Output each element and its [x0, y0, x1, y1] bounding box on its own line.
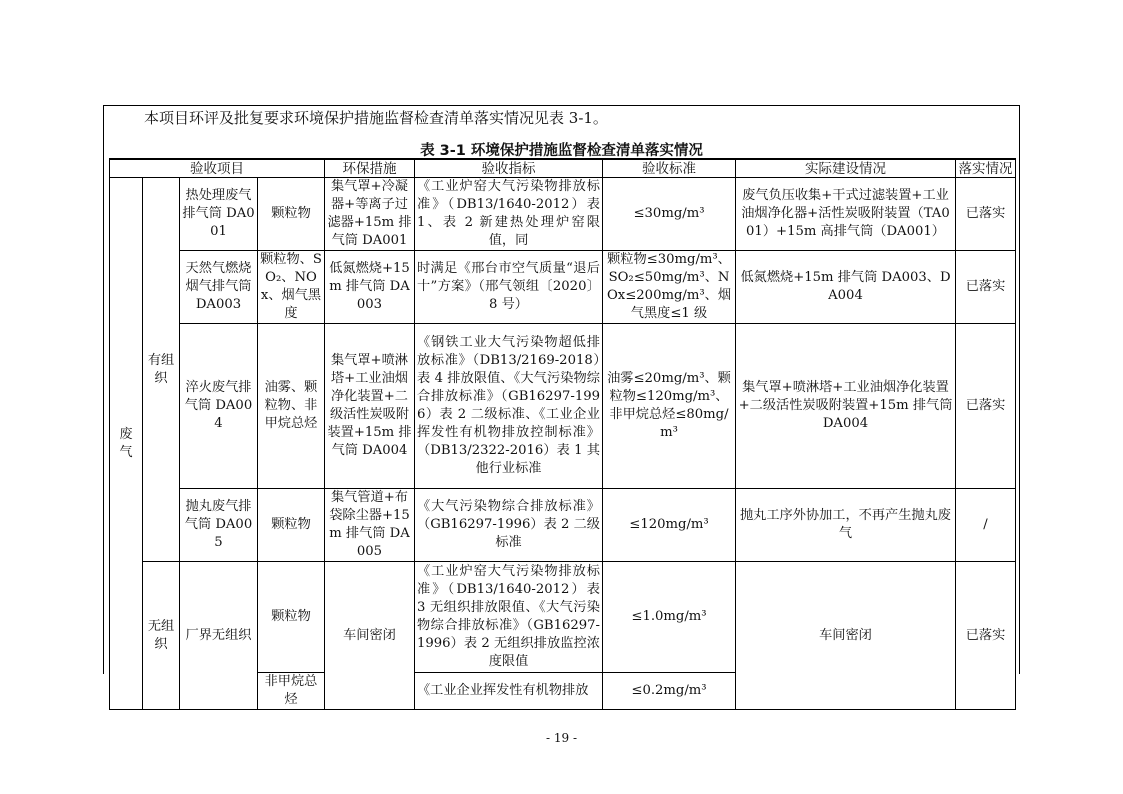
- header-indicator: 验收指标: [415, 159, 603, 178]
- standard-cell: ≤1.0mg/m³: [603, 562, 736, 673]
- table-row: [110, 178, 1016, 251]
- indicator-cell: 《工业企业挥发性有机物排放: [415, 673, 603, 710]
- measure-cell: 集气罩+冷凝器+等离子过滤器+15m 排气筒 DA001: [325, 178, 415, 251]
- actual-cell: 集气罩+喷淋塔+工业油烟净化装置+二级活性炭吸附装置+15m 排气筒 DA004: [736, 324, 956, 489]
- indicator-cell: 《钢铁工业大气污染物超低排放标准》（DB13/2169-2018）表 4 排放限值、《大气污染物综合排放标准》（GB16297-1996）表 2 二级标准、《工业企业挥发性有机物排放控制标准》（DB13/2322-2016）表 1 其他行业标准: [415, 324, 603, 489]
- header-status: 落实情况: [956, 159, 1016, 178]
- measure-cell: 低氮燃烧+15m 排气筒 DA003: [325, 251, 415, 324]
- page-number: - 19 -: [545, 731, 577, 745]
- group-organized: 有组 织: [143, 178, 180, 562]
- status-cell: 已落实: [956, 178, 1016, 251]
- pollutant-cell: 油雾、颗粒物、非甲烷总烃: [258, 324, 325, 489]
- pollutant-cell: 颗粒物: [258, 178, 325, 251]
- header-item: 验收项目: [110, 159, 325, 178]
- pollutant-cell: 颗粒物: [258, 489, 325, 562]
- indicator-cell: 《工业炉窑大气污染物排放标准》（DB13/1640-2012）表 1、表 2 新建热处理炉窑限值，同: [415, 178, 603, 251]
- status-cell: 已落实: [956, 324, 1016, 489]
- indicator-cell: 《工业炉窑大气污染物排放标准》（DB13/1640-2012）表 3 无组织排放限值、《大气污染物综合排放标准》（GB16297-1996）表 2 无组织排放监控浓度限值: [415, 562, 603, 673]
- header-actual: 实际建设情况: [736, 159, 956, 178]
- table-row: [110, 324, 1016, 489]
- standard-cell: 颗粒物≤30mg/m³、SO₂≤50mg/m³、NOx≤200mg/m³、烟气黑度≤1 级: [603, 251, 736, 324]
- actual-cell: 抛丸工序外协加工，不再产生抛丸废气: [736, 489, 956, 562]
- actual-cell: 低氮燃烧+15m 排气筒 DA003、DA004: [736, 251, 956, 324]
- indicator-cell: 《大气污染物综合排放标准》（GB16297-1996）表 2 二级标准: [415, 489, 603, 562]
- status-cell: /: [956, 489, 1016, 562]
- standard-cell: ≤120mg/m³: [603, 489, 736, 562]
- actual-cell: 车间密闭: [736, 562, 956, 710]
- measure-cell: 集气管道+布袋除尘器+15m 排气筒 DA005: [325, 489, 415, 562]
- standard-cell: ≤30mg/m³: [603, 178, 736, 251]
- table-caption: 表 3-1 环境保护措施监督检查清单落实情况: [420, 143, 703, 159]
- standard-cell: 油雾≤20mg/m³、颗粒物≤120mg/m³、非甲烷总烃≤80mg/m³: [603, 324, 736, 489]
- standard-cell: ≤0.2mg/m³: [603, 673, 736, 710]
- document-frame: [103, 105, 1020, 707]
- table-header-row: [110, 159, 1016, 178]
- source-cell: 热处理废气排气筒 DA001: [180, 178, 258, 251]
- pollutant-cell: 非甲烷总烃: [258, 673, 325, 710]
- header-standard: 验收标准: [603, 159, 736, 178]
- source-cell: 厂界无组织: [180, 562, 258, 710]
- measure-cell: 车间密闭: [325, 562, 415, 710]
- measure-cell: 集气罩+喷淋塔+工业油烟净化装置+二级活性炭吸附装置+15m 排气筒 DA004: [325, 324, 415, 489]
- indicator-cell: 时满足《邢台市空气质量“退后十”方案》（邢气领组〔2020〕8 号）: [415, 251, 603, 324]
- source-cell: 天然气燃烧烟气排气筒 DA003: [180, 251, 258, 324]
- status-cell: 已落实: [956, 251, 1016, 324]
- table-row: [110, 562, 1016, 673]
- source-cell: 淬火废气排气筒 DA004: [180, 324, 258, 489]
- inspection-table: [109, 158, 1016, 710]
- intro-paragraph: 本项目环评及批复要求环境保护措施监督检查清单落实情况见表 3-1。: [144, 109, 608, 127]
- category-cell: 废 气: [110, 178, 143, 710]
- actual-cell: 废气负压收集+干式过滤装置+工业油烟净化器+活性炭吸附装置（TA001）+15m 高排气筒（DA001）: [736, 178, 956, 251]
- group-unorganized: 无组 织: [143, 562, 180, 710]
- status-cell: 已落实: [956, 562, 1016, 710]
- pollutant-cell: 颗粒物: [258, 562, 325, 673]
- pollutant-cell: 颗粒物、SO₂、NOx、烟气黑度: [258, 251, 325, 324]
- table-row: [110, 251, 1016, 324]
- source-cell: 抛丸废气排气筒 DA005: [180, 489, 258, 562]
- header-measure: 环保措施: [325, 159, 415, 178]
- table-row: [110, 489, 1016, 562]
